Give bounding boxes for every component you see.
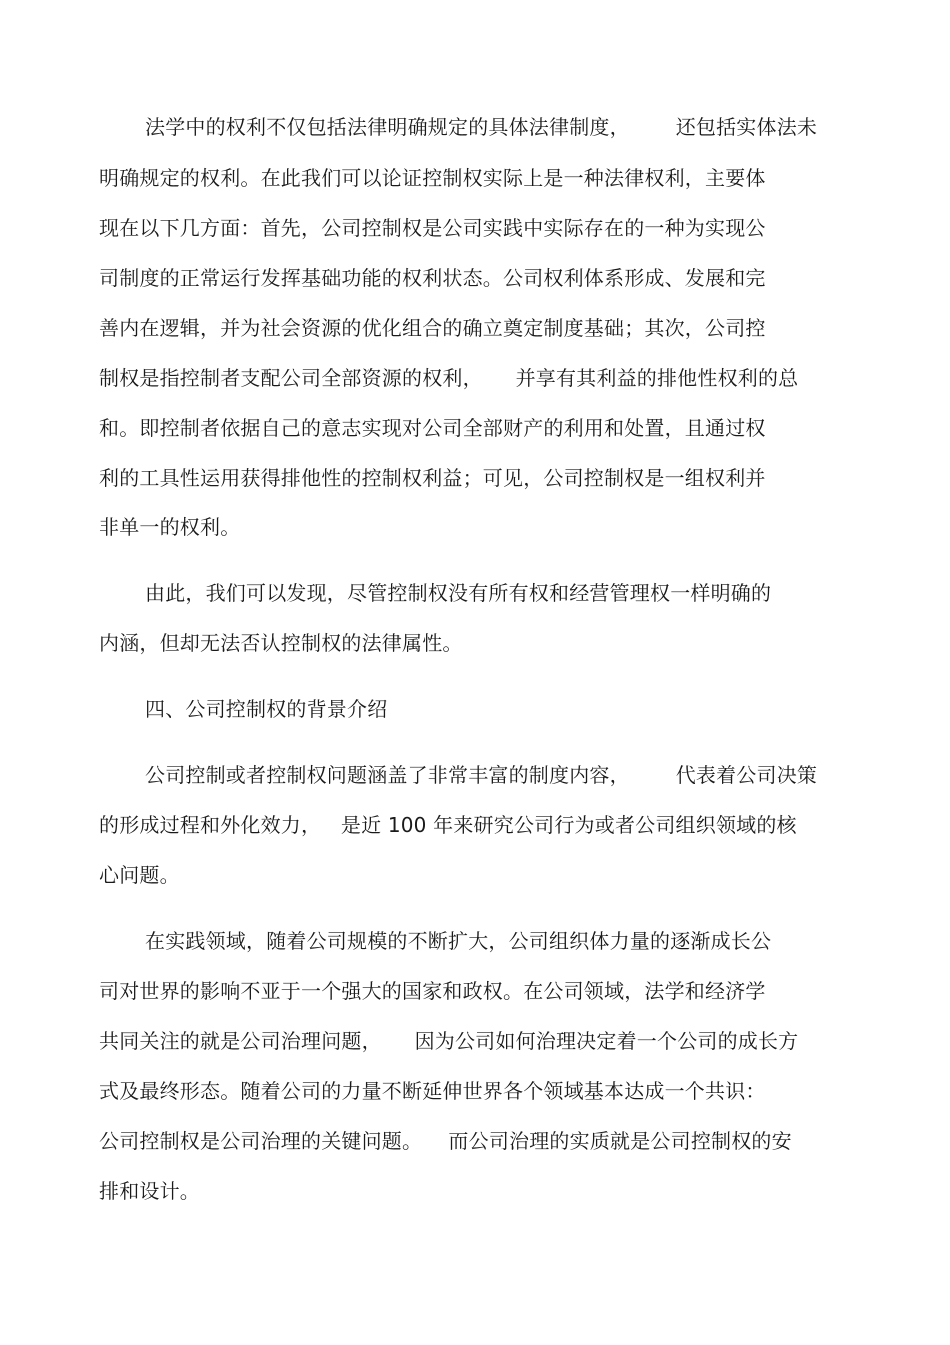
text-line: 式及最终形态。随着公司的力量不断延伸世界各个领域基本达成一个共识：	[99, 1079, 766, 1103]
text-line: 现在以下几方面：首先，公司控制权是公司实践中实际存在的一种为实现公	[99, 216, 766, 240]
text-line: 司对世界的影响不亚于一个强大的国家和政权。在公司领域，法学和经济学	[99, 979, 766, 1003]
text-line: 在实践领域，随着公司规模的不断扩大，公司组织体力量的逐渐成长公	[145, 929, 772, 953]
text-line: 内涵，但却无法否认控制权的法律属性。	[99, 631, 463, 655]
text-line: 共同关注的就是公司治理问题， 因为公司如何治理决定着一个公司的成长方	[99, 1029, 799, 1053]
section-heading: 四、公司控制权的背景介绍	[145, 697, 388, 721]
text-line: 排和设计。	[99, 1179, 200, 1203]
text-line: 的形成过程和外化效力， 是近 100 年来研究公司行为或者公司组织领域的核	[99, 813, 797, 837]
text-line: 利的工具性运用获得排他性的控制权利益；可见，公司控制权是一组权利并	[99, 466, 766, 490]
text-line: 非单一的权利。	[99, 515, 241, 539]
text-line: 制权是指控制者支配公司全部资源的权利， 并享有其利益的排他性权利的总	[99, 366, 799, 390]
text-line: 公司控制权是公司治理的关键问题。 而公司治理的实质就是公司控制权的安	[99, 1129, 792, 1153]
text-line: 司制度的正常运行发挥基础功能的权利状态。公司权利体系形成、发展和完	[99, 266, 766, 290]
text-line: 公司控制或者控制权问题涵盖了非常丰富的制度内容， 代表着公司决策	[145, 763, 818, 787]
text-line: 明确规定的权利。在此我们可以论证控制权实际上是一种法律权利，主要体	[99, 166, 766, 190]
text-line: 心问题。	[99, 863, 180, 887]
text-line: 和。即控制者依据自己的意志实现对公司全部财产的利用和处置，且通过权	[99, 416, 766, 440]
text-line: 法学中的权利不仅包括法律明确规定的具体法律制度， 还包括实体法未	[145, 115, 818, 139]
text-line: 由此，我们可以发现，尽管控制权没有所有权和经营管理权一样明确的	[145, 581, 772, 605]
text-line: 善内在逻辑，并为社会资源的优化组合的确立奠定制度基础；其次，公司控	[99, 316, 766, 340]
